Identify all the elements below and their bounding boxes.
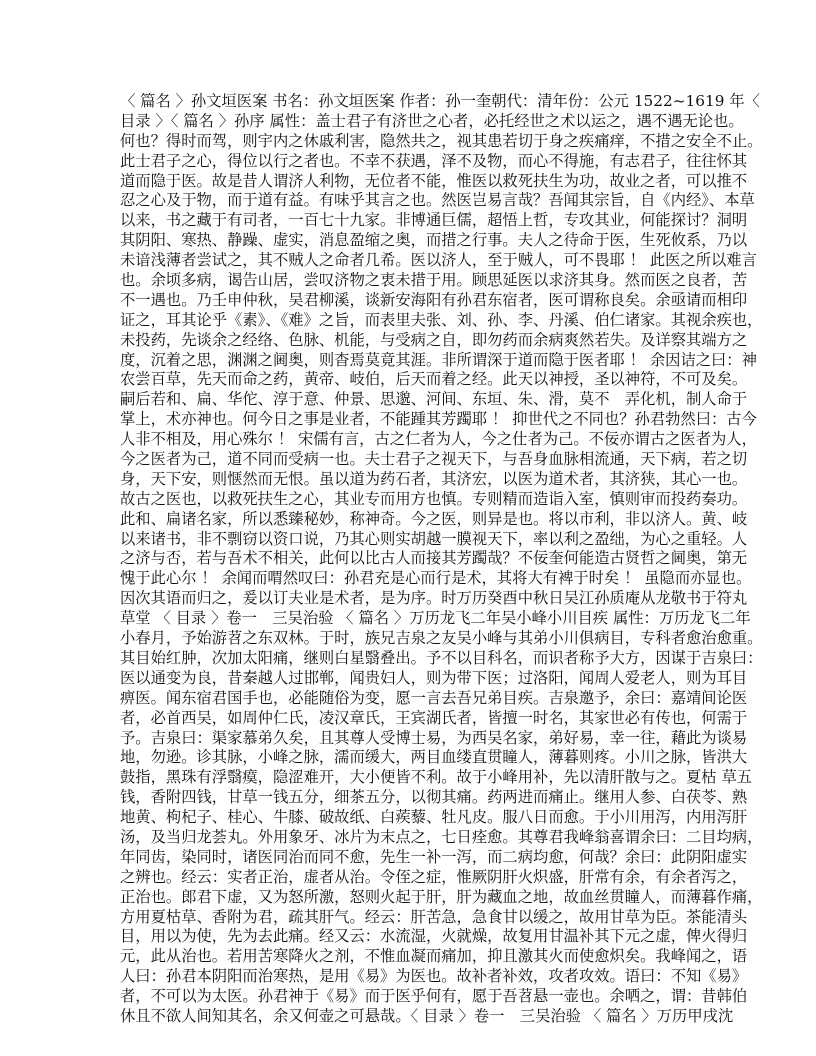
text-line: 其阴阳、寒热、静躁、虚实，消息盈缩之奥，而措之行事。夫人之待命于医，生死攸系，乃以: [120, 231, 748, 250]
text-line: 休且不欲人间知其名，余又何壶之可悬哉。〈 目录 〉卷一 三吴治验 〈 篇名 〉万历甲戌沈: [120, 1006, 734, 1025]
text-line: 其目始红肿，次加太阳痛，继则白星翳叠出。予不以目科名，而识者称予大方，因谋于吉泉曰：: [120, 648, 763, 667]
text-line: 农尝百草，先天而命之药，黄帝、岐伯，后天而着之经。此天以神授，圣以神符，不可及矣。: [120, 370, 748, 389]
text-line: 此和、扁诸名家，所以悉臻秘妙，称神奇。今之医，则异是也。将以市利，非以济人。黄、岐: [120, 509, 748, 528]
text-line: 元，此从治也。若用苦寒降火之剂，不惟血凝而痛加，抑且激其火而使愈炽矣。我峰闻之，语: [120, 947, 748, 966]
text-line: 故古之医也，以救死扶生之心，其业专而用方也慎。专则精而造诣入室，慎则审而投药奏功。: [120, 489, 748, 508]
text-line: 方用夏枯草、香附为君，疏其肝气。经云：肝苦急，急食甘以缓之，故用甘草为臣。茶能清头: [120, 907, 748, 926]
text-line: 度，沉着之思，渊渊之阃奥，则杳焉莫竟其涯。非所谓深于道而隐于医者耶 ！ 余因诘之曰：神: [120, 350, 757, 369]
text-line: 予。吉泉曰：渠家慕弟久矣，且其尊人受博士易，为西吴名家，弟好易，幸一往，藉此为谈易: [120, 728, 748, 747]
text-line: 也。余顷多病，谒告山居，尝叹济物之衷未措于用。顾思延医以求济其身。然而医之良者，苦: [120, 271, 748, 290]
text-line: 地黄、枸杞子、桂心、牛膝、破故纸、白蒺藜、牡凡皮。服八日而愈。于小川用泻，内用泻肝: [120, 808, 748, 827]
text-line: 之辨也。经云：实者正治，虚者从治。令侄之症，惟厥阴肝火炽盛，肝常有余，有余者泻之，: [120, 867, 748, 886]
text-line: 〈 篇名 〉孙文垣医案 书名：孙文垣医案 作者：孙一奎朝代：清年份：公元 1522~1619 年〈: [120, 92, 760, 110]
text-line: 因次其语而归之，爰以订夫业是术者，是为序。时万历癸酉中秋日吴江孙质庵从龙敬书于符丸: [120, 589, 748, 608]
text-line: 未谙浅薄者尝试之，其不贼人之命者几希。医以济人，至于贼人，可不畏耶 ！ 此医之所以难言: [120, 251, 757, 270]
text-line: 人曰：孙君本阴阳而治寒热，是用《易》为医也。故补者补效，攻者攻效。语曰：不知《易》: [120, 967, 748, 986]
text-line: 汤，及当归龙荟丸。外用象牙、冰片为末点之，七日痊愈。其尊君我峰翁喜谓余曰：二目均病，: [120, 827, 763, 846]
text-line: 年同齿，染同时，诸医同治而同不愈，先生一补一泻，而二病均愈，何哉？余曰：此阴阳虚实: [120, 847, 748, 866]
text-line: 医以通变为良，昔秦越人过邯郸，闻贵妇人，则为带下医；过洛阳，闻周人爱老人，则为耳目: [120, 668, 748, 687]
text-line: 小春月，予始游苕之东双林。于时，族兄吉泉之友吴小峰与其弟小川俱病目，专科者愈治愈重。: [120, 629, 763, 648]
document-body: [120, 92, 763, 1027]
text-line: 目，用以为使，先为去此痛。经又云：水流湿，火就燥，故复用甘温补其下元之虚，俾火得归: [120, 927, 748, 946]
text-line: 以来，书之藏于有司者，一百七十九家。非博通巨儒，超悟上哲，专攻其业，何能探讨？洞明: [120, 211, 748, 230]
text-line: 之济与否，若与吾术不相关，此何以比古人而接其芳躅哉？不佞奎何能造古贤哲之阃奥，第无: [120, 549, 748, 568]
text-line: 未投药，先谈余之经络、色脉、机能，与受病之自，即勿药而余病爽然若失。及详察其端方之: [120, 330, 748, 349]
text-line: 以来诸书，非不剽窃以资口说，乃其心则实胡越一膜视天下，率以利之盈绌，为心之重轻。人: [120, 529, 748, 548]
text-line: 钱，香附四钱，甘草一钱五分，细茶五分，以彻其痛。药两进而痛止。继用人参、白茯苓、熟: [120, 788, 748, 807]
text-line: 身，天下安，则惬然而无恨。虽以道为药石者，其济宏，以医为道术者，其济狭，其心一也。: [120, 469, 748, 488]
text-line: 目录 〉〈 篇名 〉孙序 属性：盖士君子有济世之心者，必托经世之术以运之，遇不遇无论也。: [120, 111, 744, 130]
text-line: 地，勿逊。诊其脉，小峰之脉，濡而缓大，两目血缕直贯瞳人，薄暮则疼。小川之脉，皆洪大: [120, 748, 748, 767]
text-line: 嗣后若和、扁、华佗、淳于意、仲景、思邈、河间、东垣、朱、滑，莫不 弄化机，制人命于: [120, 390, 748, 409]
text-line: 鼓指，黑珠有浮翳瘼，隐涩难开，大小便皆不利。故于小峰用补，先以清肝散与之。夏枯 草五: [120, 768, 753, 787]
text-line: 掌上，术亦神也。何今日之事是业者，不能踵其芳躅耶 ！ 抑世代之不同也？孙君勃然曰：古今: [120, 410, 757, 429]
text-line: 道而隐于医。故是昔人谓济人利物，无位者不能，惟医以救死扶生为功，故业之者，可以推不: [120, 171, 748, 190]
text-line: 草堂 〈 目录 〉卷一 三吴治验 〈 篇名 〉万历龙飞二年吴小峰小川目疾 属性：万历龙飞二年: [120, 609, 751, 628]
text-line: 者，必首西吴，如周仲仁氏，凌汉章氏，王宾湖氏者，皆擅一时名，其家世必有传也，何需于: [120, 708, 748, 727]
text-line: 正治也。郎君下虚，又为怒所激，怒则火起于肝，肝为藏血之地，故血丝贯瞳人，而薄暮作痛，: [120, 887, 763, 906]
text-line: 忍之心及于物，而于道有益。有味乎其言之也。然医岂易言哉？吾闻其宗旨，自《内经》、本草: [120, 191, 755, 210]
text-line: 不一遇也。乃壬申仲秋，吴君柳溪，谈新安海阳有孙君东宿者，医可谓称良矣。余亟请而相印: [120, 290, 748, 309]
text-line: 者，不可以为太医。孙君神于《易》而于医乎何有，愿于吾苕悬一壶也。余哂之，谓：昔韩伯: [120, 987, 748, 1006]
text-line: 今之医者为己，道不同而受病一也。夫士君子之视天下，与吾身血脉相流通，天下病，若之切: [120, 450, 748, 469]
text-line: 此士君子之心，得位以行之者也。不幸不获遇，泽不及物，而心不得施，有志君子，往往怀其: [120, 151, 748, 170]
text-line: 人非不相及，用心殊尔 ！ 宋儒有言，古之仁者为人，今之仕者为己。不佞亦谓古之医者为人，: [120, 430, 757, 449]
text-line: 证之，耳其论乎《素》、《难》之旨，而表里夫张、刘、孙、李、丹溪、伯仁诸家。其视余疾也，: [120, 310, 763, 329]
text-line: 愧于此心尔 ！ 余闻而喟然叹曰：孙君充是心而行是术，其将大有裨于时矣 ！ 虽隐而亦显也。: [120, 569, 752, 588]
text-line: 痹医。闻东宿君国手也，必能随俗为变，愿一言去吾兄弟目疾。吉泉邀予，余曰：嘉靖间论医: [120, 688, 748, 707]
text-line: 何也？得时而驾，则宇内之休戚利害，隐然共之，视其患若切于身之疾痛痒，不措之安全不止。: [120, 131, 763, 150]
